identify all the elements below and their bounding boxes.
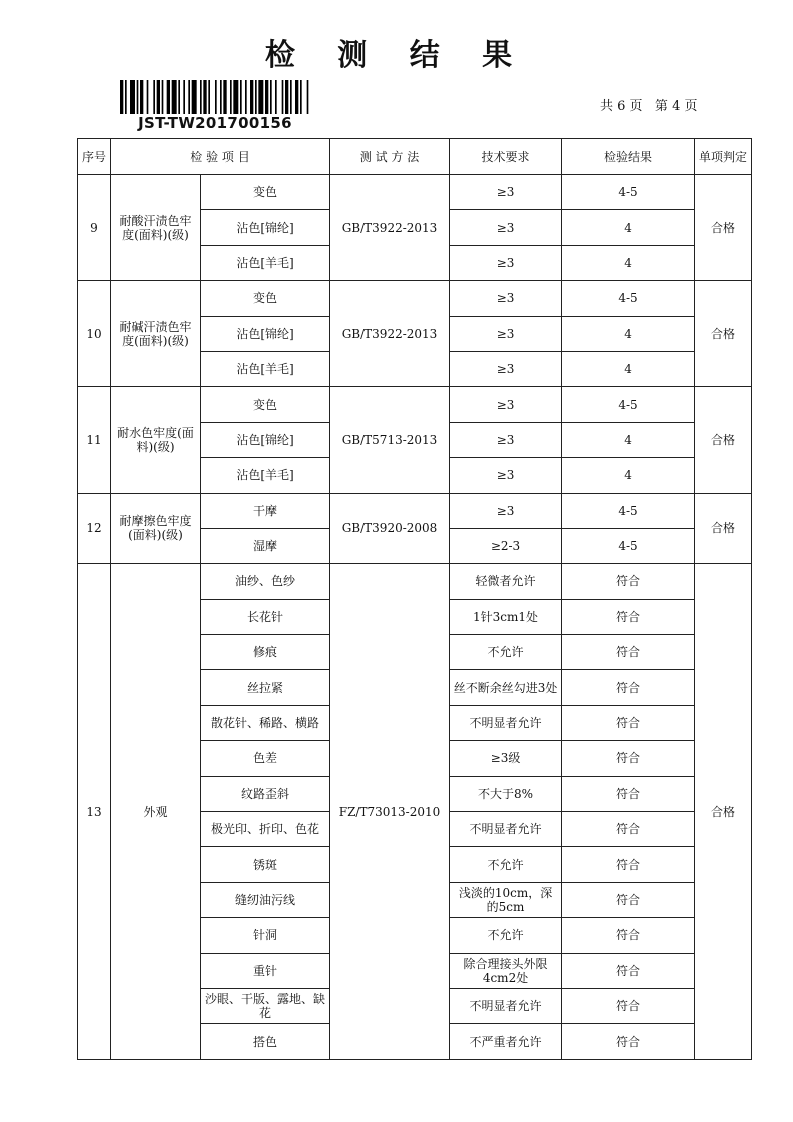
requirement-cell: ≥3 (450, 245, 562, 280)
requirement-cell: 不明显者允许 (450, 812, 562, 847)
barcode-bar (183, 80, 185, 114)
result-cell: 符合 (562, 599, 695, 634)
requirement-cell: 不允许 (450, 918, 562, 953)
header-method: 测 试 方 法 (330, 139, 450, 175)
barcode-bar (230, 80, 232, 114)
barcode-bar (255, 80, 257, 114)
method-cell: GB/T5713-2013 (330, 387, 450, 493)
item-name-cell: 耐碱汗渍色牢度(面料)(级) (111, 281, 201, 387)
verdict-cell: 合格 (695, 281, 752, 387)
verdict-cell: 合格 (695, 564, 752, 1059)
barcode-bar (178, 80, 180, 114)
sub-item-cell: 丝拉紧 (201, 670, 330, 705)
requirement-cell: 不允许 (450, 847, 562, 882)
header-result: 检验结果 (562, 139, 695, 175)
page-info: 共 6 页 第 4 页 (600, 99, 698, 114)
barcode-bar (200, 80, 202, 114)
requirement-cell: ≥3 (450, 316, 562, 351)
barcode-bar (223, 80, 226, 114)
result-cell: 4 (562, 316, 695, 351)
barcode-bar (220, 80, 222, 114)
results-table (77, 138, 752, 1060)
result-cell: 4-5 (562, 387, 695, 422)
sub-item-cell: 色差 (201, 741, 330, 776)
barcode-bar (188, 80, 190, 114)
sub-item-cell: 变色 (201, 281, 330, 316)
sub-item-cell: 重针 (201, 953, 330, 988)
table-row (78, 387, 752, 422)
barcode-bar (125, 80, 127, 114)
header-seq: 序号 (78, 139, 111, 175)
result-cell: 符合 (562, 953, 695, 988)
barcode-bar (285, 80, 288, 114)
result-cell: 符合 (562, 670, 695, 705)
barcode-bar (265, 80, 268, 114)
barcode-bar (147, 80, 149, 114)
barcode-bar (120, 80, 123, 114)
requirement-cell: ≥3 (450, 422, 562, 457)
sub-item-cell: 沾色[羊毛] (201, 458, 330, 493)
result-cell: 符合 (562, 918, 695, 953)
sub-item-cell: 湿摩 (201, 528, 330, 563)
table-row (78, 564, 752, 599)
method-cell: GB/T3922-2013 (330, 281, 450, 387)
sub-item-cell: 散花针、稀路、横路 (201, 705, 330, 740)
requirement-cell: ≥3 (450, 175, 562, 210)
barcode-bar (215, 80, 217, 114)
sub-item-cell: 干摩 (201, 493, 330, 528)
barcode-bar (137, 80, 139, 114)
sub-item-cell: 沾色[锦纶] (201, 210, 330, 245)
barcode-bar (307, 80, 309, 114)
verdict-cell: 合格 (695, 493, 752, 564)
item-name-cell: 耐水色牢度(面料)(级) (111, 387, 201, 493)
sub-item-cell: 纹路歪斜 (201, 776, 330, 811)
requirement-cell: 不严重者允许 (450, 1024, 562, 1059)
requirement-cell: 浅淡的10cm，深的5cm (450, 882, 562, 917)
sub-item-cell: 针洞 (201, 918, 330, 953)
barcode-bar (245, 80, 247, 114)
method-cell: FZ/T73013-2010 (330, 564, 450, 1059)
barcode-bar (250, 80, 253, 114)
table-row (78, 493, 752, 528)
barcode-bar (203, 80, 206, 114)
method-cell: GB/T3920-2008 (330, 493, 450, 564)
sub-item-cell: 修痕 (201, 635, 330, 670)
seq-cell: 10 (78, 281, 111, 387)
verdict-cell: 合格 (695, 387, 752, 493)
requirement-cell: 不明显者允许 (450, 988, 562, 1023)
result-cell: 符合 (562, 564, 695, 599)
result-cell: 4-5 (562, 528, 695, 563)
result-cell: 4 (562, 458, 695, 493)
sub-item-cell: 沾色[锦纶] (201, 316, 330, 351)
requirement-cell: ≥3 (450, 458, 562, 493)
requirement-cell: ≥3 (450, 281, 562, 316)
requirement-cell: 1针3cm1处 (450, 599, 562, 634)
requirement-cell: ≥3 (450, 493, 562, 528)
result-cell: 4 (562, 210, 695, 245)
sub-item-cell: 变色 (201, 175, 330, 210)
barcode-bar (140, 80, 143, 114)
result-cell: 4 (562, 422, 695, 457)
result-cell: 4-5 (562, 175, 695, 210)
barcode-bar (258, 80, 263, 114)
verdict-cell: 合格 (695, 175, 752, 281)
result-cell: 符合 (562, 812, 695, 847)
barcode-bar (153, 80, 155, 114)
page-title: 检 测 结 果 (264, 38, 529, 73)
result-cell: 符合 (562, 1024, 695, 1059)
barcode-bar (300, 80, 302, 114)
header-requirement: 技术要求 (450, 139, 562, 175)
requirement-cell: 轻微者允许 (450, 564, 562, 599)
requirement-cell: 不允许 (450, 635, 562, 670)
result-cell: 符合 (562, 847, 695, 882)
sub-item-cell: 搭色 (201, 1024, 330, 1059)
barcode-bar (167, 80, 170, 114)
barcode-bar (162, 80, 164, 114)
barcode-bar (270, 80, 272, 114)
barcode-number: JST-TW201700156 (138, 114, 292, 132)
sub-item-cell: 缝纫油污线 (201, 882, 330, 917)
seq-cell: 9 (78, 175, 111, 281)
result-cell: 符合 (562, 635, 695, 670)
header-row (78, 139, 752, 175)
sub-item-cell: 极光印、折印、色花 (201, 812, 330, 847)
seq-cell: 13 (78, 564, 111, 1059)
result-cell: 4 (562, 351, 695, 386)
sub-item-cell: 变色 (201, 387, 330, 422)
barcode-bar (192, 80, 197, 114)
seq-cell: 11 (78, 387, 111, 493)
barcode-bar (282, 80, 284, 114)
requirement-cell: ≥3级 (450, 741, 562, 776)
sub-item-cell: 沾色[羊毛] (201, 351, 330, 386)
barcode-bar (240, 80, 242, 114)
barcode-bar (130, 80, 135, 114)
barcode-bar (208, 80, 210, 114)
requirement-cell: 不大于8% (450, 776, 562, 811)
result-cell: 符合 (562, 882, 695, 917)
result-cell: 符合 (562, 988, 695, 1023)
seq-cell: 12 (78, 493, 111, 564)
table-row (78, 175, 752, 210)
sub-item-cell: 沙眼、干版、露地、缺花 (201, 988, 330, 1023)
item-name-cell: 耐摩擦色牢度(面料)(级) (111, 493, 201, 564)
requirement-cell: ≥2-3 (450, 528, 562, 563)
result-cell: 符合 (562, 776, 695, 811)
sub-item-cell: 沾色[羊毛] (201, 245, 330, 280)
header-item: 检 验 项 目 (111, 139, 330, 175)
barcode-bar (290, 80, 292, 114)
item-name-cell: 外观 (111, 564, 201, 1059)
barcode-bar (275, 80, 277, 114)
barcode-bar (157, 80, 160, 114)
result-cell: 4-5 (562, 493, 695, 528)
result-cell: 符合 (562, 705, 695, 740)
requirement-cell: ≥3 (450, 351, 562, 386)
result-cell: 4-5 (562, 281, 695, 316)
result-cell: 符合 (562, 741, 695, 776)
barcode-bar (172, 80, 177, 114)
sub-item-cell: 长花针 (201, 599, 330, 634)
barcode-bar (295, 80, 298, 114)
requirement-cell: 除合理接头外限4cm2处 (450, 953, 562, 988)
result-cell: 4 (562, 245, 695, 280)
sub-item-cell: 油纱、色纱 (201, 564, 330, 599)
requirement-cell: 不明显者允许 (450, 705, 562, 740)
header-verdict: 单项判定 (695, 139, 752, 175)
table-row (78, 281, 752, 316)
requirement-cell: 丝不断余丝勾进3处 (450, 670, 562, 705)
sub-item-cell: 沾色[锦纶] (201, 422, 330, 457)
requirement-cell: ≥3 (450, 387, 562, 422)
requirement-cell: ≥3 (450, 210, 562, 245)
barcode-bar (233, 80, 238, 114)
method-cell: GB/T3922-2013 (330, 175, 450, 281)
sub-item-cell: 锈斑 (201, 847, 330, 882)
barcode (120, 80, 310, 114)
item-name-cell: 耐酸汗渍色牢度(面料)(级) (111, 175, 201, 281)
